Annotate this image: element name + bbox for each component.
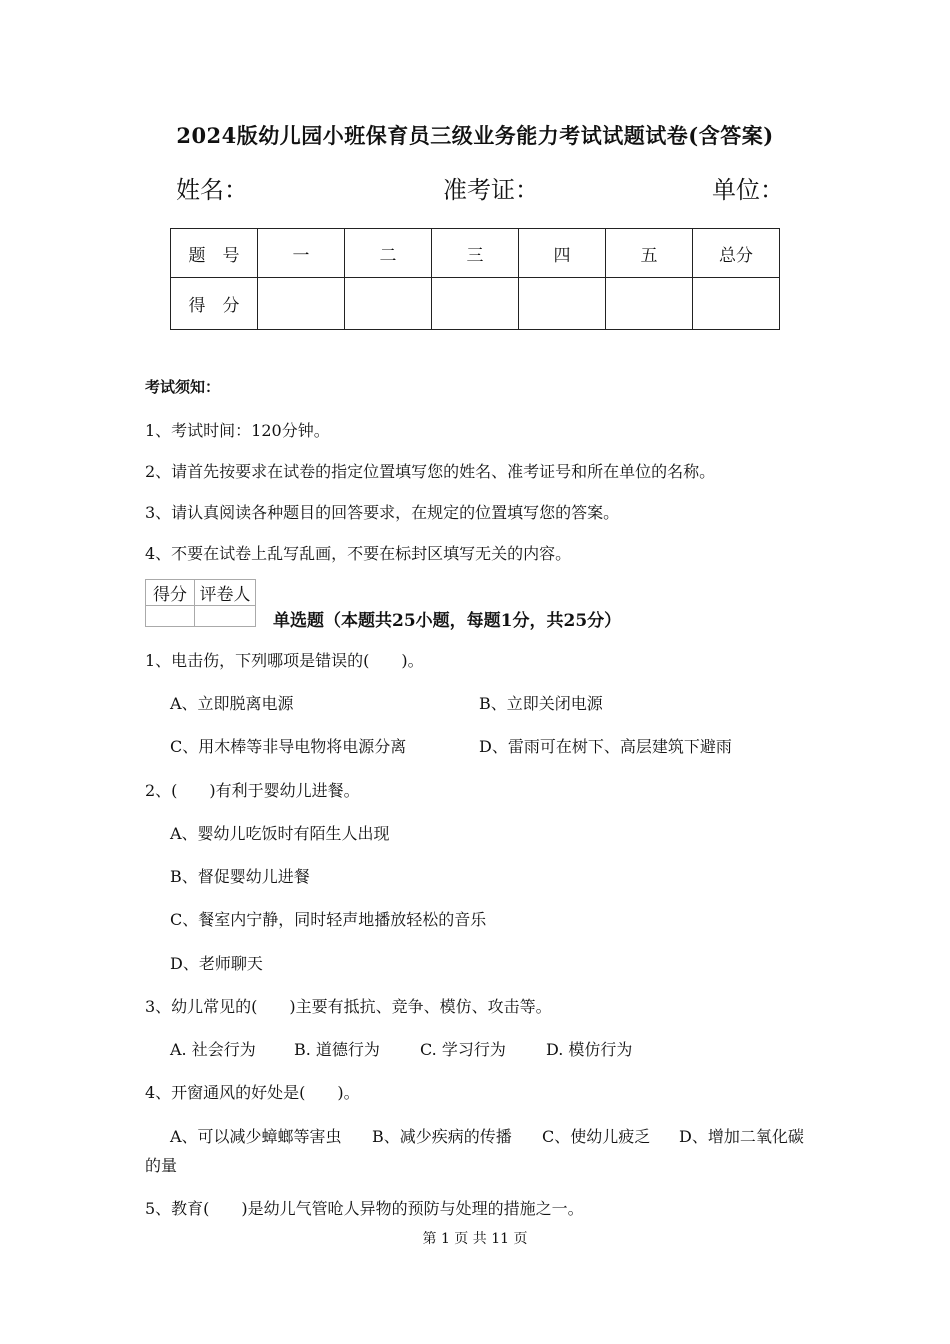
score-header-cell: 题 号 [171,229,258,278]
section-title: 单选题（本题共25小题，每题1分，共25分） [273,611,622,631]
score-header-cell: 一 [258,229,345,278]
option-c: C、餐室内宁静，同时轻声地播放轻松的音乐 [170,910,487,929]
notes-heading: 考试须知： [145,378,221,396]
score-table-score-row [171,278,780,330]
option-c: C、用木棒等非导电物将电源分离 [170,737,407,756]
score-cell[interactable] [519,278,606,330]
question-stem: 2、( )有利于婴幼儿进餐。 [145,781,360,800]
grader-box [145,579,256,627]
score-header-cell: 三 [432,229,519,278]
grader-score-label: 得分 [146,580,195,606]
notes-item: 4、不要在试卷上乱写乱画，不要在标封区填写无关的内容。 [145,544,572,563]
notes-item: 3、请认真阅读各种题目的回答要求，在规定的位置填写您的答案。 [145,503,620,522]
question-stem: 5、教育( )是幼儿气管呛人异物的预防与处理的措施之一。 [145,1199,584,1218]
option-continuation: 的量 [145,1156,178,1175]
option-b: B. 道德行为 [294,1040,380,1059]
score-cell[interactable] [345,278,432,330]
score-cell[interactable] [258,278,345,330]
question-stem: 3、幼儿常见的( )主要有抵抗、竞争、模仿、攻击等。 [145,997,552,1016]
exam-id-label: 准考证： [443,176,539,204]
notes-item: 2、请首先按要求在试卷的指定位置填写您的姓名、准考证号和所在单位的名称。 [145,462,716,481]
option-c: C、使幼儿疲乏 [542,1127,651,1146]
option-a: A. 社会行为 [170,1040,256,1059]
option-d: D. 模仿行为 [546,1040,633,1059]
score-header-cell: 四 [519,229,606,278]
score-row-label: 得 分 [171,278,258,330]
unit-label: 单位： [712,176,784,204]
option-a: A、可以减少蟑螂等害虫 [170,1127,342,1146]
score-cell[interactable] [432,278,519,330]
page-title: 2024版幼儿园小班保育员三级业务能力考试试题试卷(含答案) [176,123,774,148]
option-b: B、督促婴幼儿进餐 [170,867,310,886]
grader-reviewer-label: 评卷人 [195,580,256,606]
grader-reviewer-cell[interactable] [195,606,256,627]
grader-score-cell[interactable] [146,606,195,627]
name-label: 姓名： [176,176,248,204]
question-stem: 1、电击伤，下列哪项是错误的( )。 [145,651,424,670]
score-header-cell: 五 [606,229,693,278]
notes-item: 1、考试时间：120分钟。 [145,421,330,440]
score-header-cell: 二 [345,229,432,278]
option-d: D、雷雨可在树下、高层建筑下避雨 [479,737,732,756]
score-cell[interactable] [606,278,693,330]
option-b: B、立即关闭电源 [479,694,603,713]
option-c: C. 学习行为 [420,1040,506,1059]
score-table [170,228,780,330]
option-d: D、增加二氧化碳 [679,1127,804,1146]
option-b: B、减少疾病的传播 [372,1127,512,1146]
score-header-cell: 总分 [693,229,780,278]
score-table-header-row [171,229,780,278]
score-cell[interactable] [693,278,780,330]
option-a: A、婴幼儿吃饭时有陌生人出现 [170,824,390,843]
page-footer: 第 1 页 共 11 页 [422,1231,528,1247]
option-a: A、立即脱离电源 [170,694,294,713]
question-stem: 4、开窗通风的好处是( )。 [145,1083,360,1102]
option-d: D、老师聊天 [170,954,263,973]
